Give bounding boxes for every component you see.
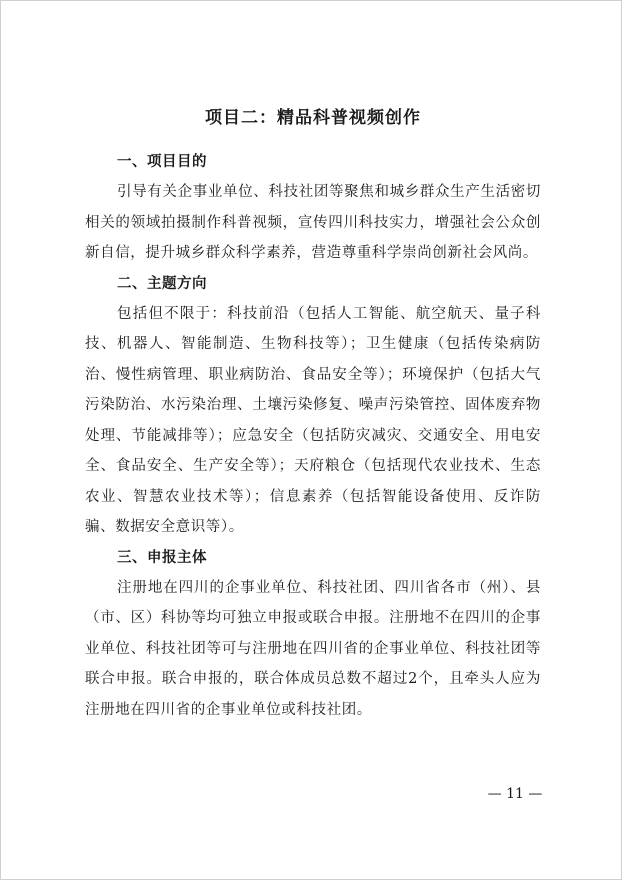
page-number: — 11 — [487,786,543,802]
section-heading: 二、主题方向 [117,275,207,292]
section-heading: 三、申报主体 [117,549,207,566]
document-body [85,103,541,725]
section-paragraph: 引导有关企事业单位、科技社团等聚焦和城乡群众生产生活密切相关的领域拍摄制作科普视频，宣传四川科技实力，增强社会公众创新自信，提升城乡群众科学素养，营造尊重科学崇尚创新社会风尚。 [85,184,541,261]
section-themes [85,269,541,543]
section-paragraph: 注册地在四川的企事业单位、科技社团、四川省各市（州）、县（市、区）科协等均可独立申报或联合申报。注册地不在四川的企事业单位、科技社团等可与注册地在四川省的企事业单位、科技社团等联合申报。联合申报的，联合体成员总数不超过2个，且牵头人应为注册地在四川省的企事业单位或科技社团。 [85,579,541,718]
section-heading: 一、项目目的 [117,154,207,170]
section-purpose [85,147,541,269]
document-title: 项目二：精品科普视频创作 [205,108,421,128]
section-applicants [85,543,541,726]
section-paragraph: 包括但不限于：科技前沿（包括人工智能、航空航天、量子科技、机器人、智能制造、生物科技等）；卫生健康（包括传染病防治、慢性病管理、职业病防治、食品安全等）；环境保护（包括大气污染防治、水污染治理、土壤污染修复、噪声污染管控、固体废弃物处理、节能减排等）；应急安全（包括防灾减灾、交通安全、用电安全、食品安全、生产安全等）；天府粮仓（包括现代农业技术、生态农业、智慧农业技术等）；信息素养（包括智能设备使用、反诈防骗、数据安全意识等）。 [85,305,541,535]
